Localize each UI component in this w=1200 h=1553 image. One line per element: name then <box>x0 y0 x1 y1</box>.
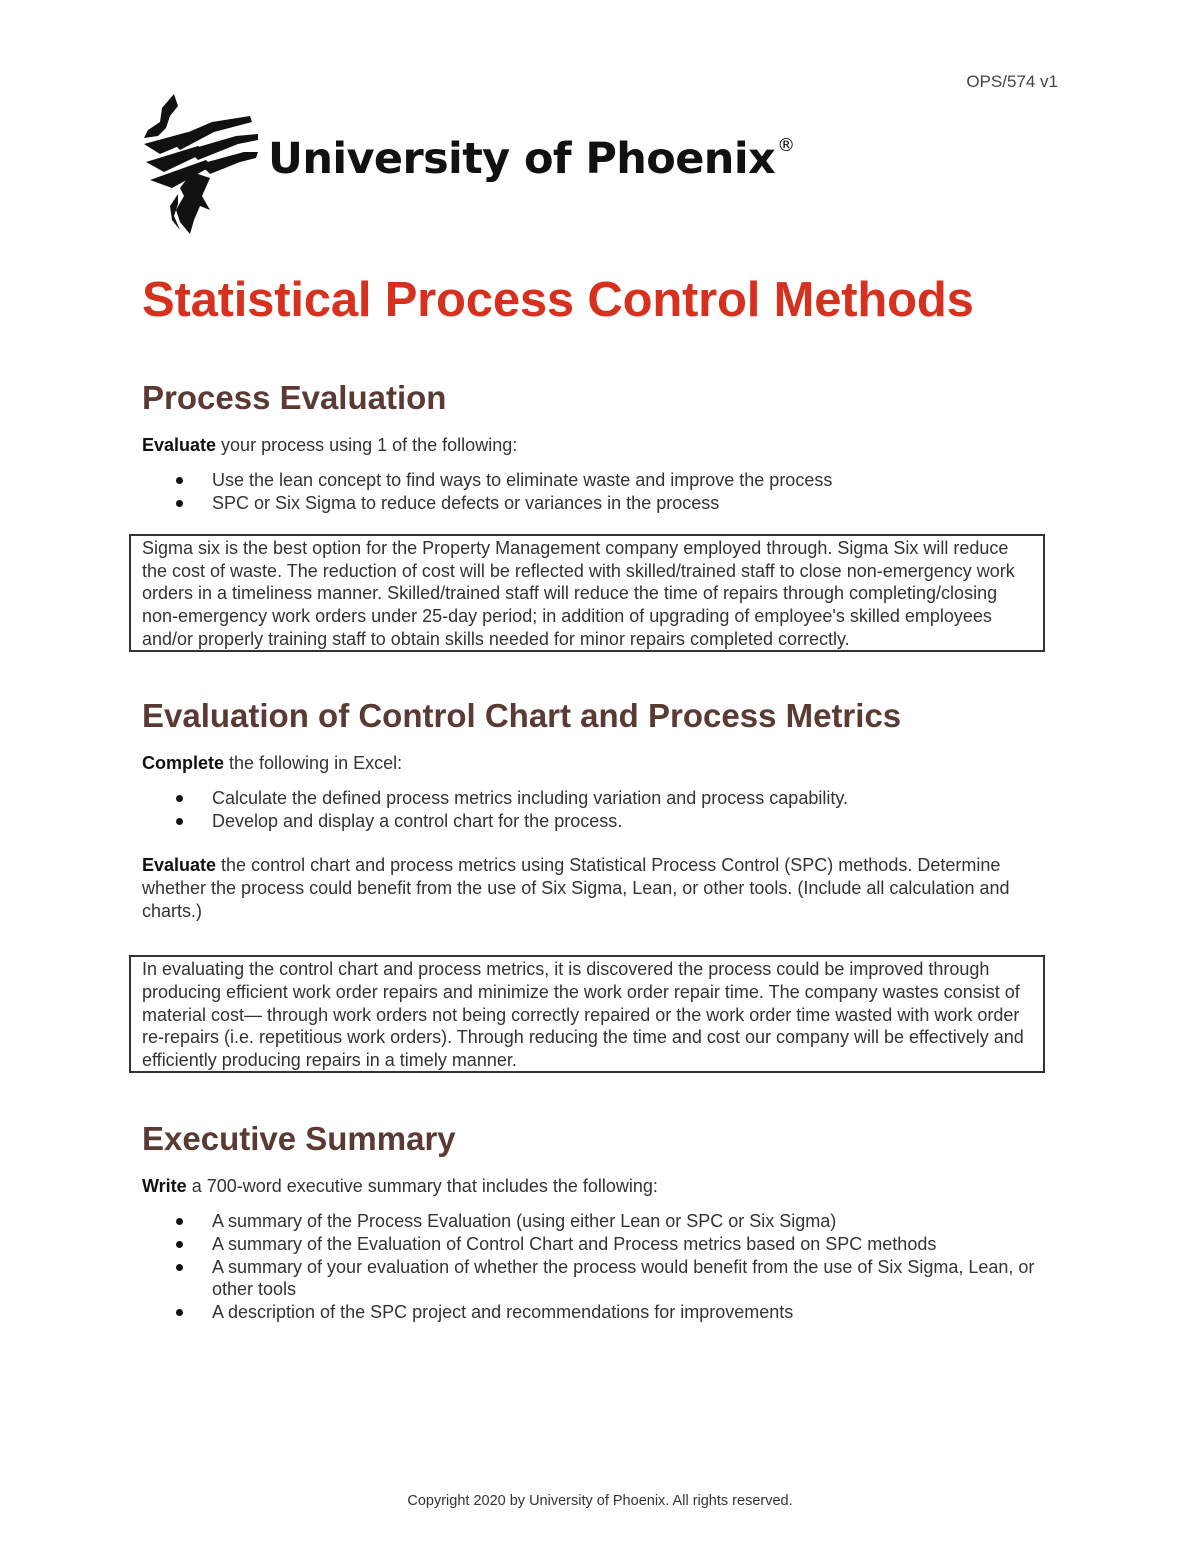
course-code: OPS/574 v1 <box>966 72 1058 91</box>
answer-box-process-evaluation[interactable]: Sigma six is the best option for the Property Management company employed through. Sigma Six will reduce the cost of waste. The reduction of cost will be reflected with skilled/trained staff to close non-emergency work orders in a timeliness manner. Skilled/trained staff will reduce the time of repairs through completing/closing non-emergency work orders under 25-day period; in addition of upgrading of employee's skilled employees and/or properly training staff to obtain skills needed for minor repairs completed correctly. <box>129 534 1045 652</box>
list-item: A description of the SPC project and recommendations for improvements <box>212 1301 1042 1324</box>
section-heading-process-evaluation: Process Evaluation <box>142 379 447 416</box>
copyright-footer: Copyright 2020 by University of Phoenix. All rights reserved. <box>407 1493 793 1509</box>
list-item: A summary of the Process Evaluation (using either Lean or SPC or Six Sigma) <box>212 1210 1042 1233</box>
section-heading-control-chart: Evaluation of Control Chart and Process Metrics <box>142 697 902 735</box>
section-heading-executive-summary: Executive Summary <box>142 1120 456 1158</box>
instruction-evaluate-control-chart: Evaluate the control chart and process metrics using Statistical Process Control (SPC) methods. Determine whether the process could benefit from the use of Six Sigma, Lean, or other tools. (Include all calculation and charts.) <box>142 855 1010 922</box>
instruction-verb: Complete <box>142 753 225 774</box>
answer-box-control-chart[interactable]: In evaluating the control chart and process metrics, it is discovered the process could be improved through producing efficient work order repairs and minimize the work order repair time. The company wastes consist of material cost— through work orders not being correctly repaired or the work order time wasted with work order re-repairs (i.e. repetitious work orders). Through reducing the time and cost our company will be effectively and efficiently producing repairs in a timely manner. <box>129 955 1045 1073</box>
registered-mark: ® <box>777 135 795 156</box>
list-item: Calculate the defined process metrics including variation and process capability. <box>212 787 1052 810</box>
logo-wordmark: University of Phoenix <box>268 134 776 184</box>
phoenix-bird-icon <box>140 92 262 234</box>
document-body <box>142 270 1052 1323</box>
university-logo <box>140 92 795 234</box>
list-item: A summary of the Evaluation of Control Chart and Process metrics based on SPC methods <box>212 1233 1042 1256</box>
bullet-list-control-chart <box>142 787 1052 832</box>
instruction-executive-summary: Write a 700-word executive summary that includes the following: <box>142 1176 658 1197</box>
instruction-verb: Evaluate <box>142 855 217 876</box>
instruction-process-evaluation: Evaluate your process using 1 of the following: <box>142 435 518 455</box>
document-title: Statistical Process Control Methods <box>142 273 974 327</box>
bullet-list-process-evaluation <box>142 469 1052 514</box>
list-item: A summary of your evaluation of whether the process would benefit from the use of Six Sigma, Lean, or other tools <box>212 1256 1042 1301</box>
list-item: Develop and display a control chart for the process. <box>212 810 1052 833</box>
instruction-verb: Evaluate <box>142 435 217 455</box>
list-item: Use the lean concept to find ways to eliminate waste and improve the process <box>212 469 1052 492</box>
instruction-verb: Write <box>142 1176 187 1197</box>
bullet-list-executive-summary <box>142 1210 1042 1323</box>
instruction-control-chart: Complete the following in Excel: <box>142 753 403 774</box>
list-item: SPC or Six Sigma to reduce defects or variances in the process <box>212 492 1052 515</box>
